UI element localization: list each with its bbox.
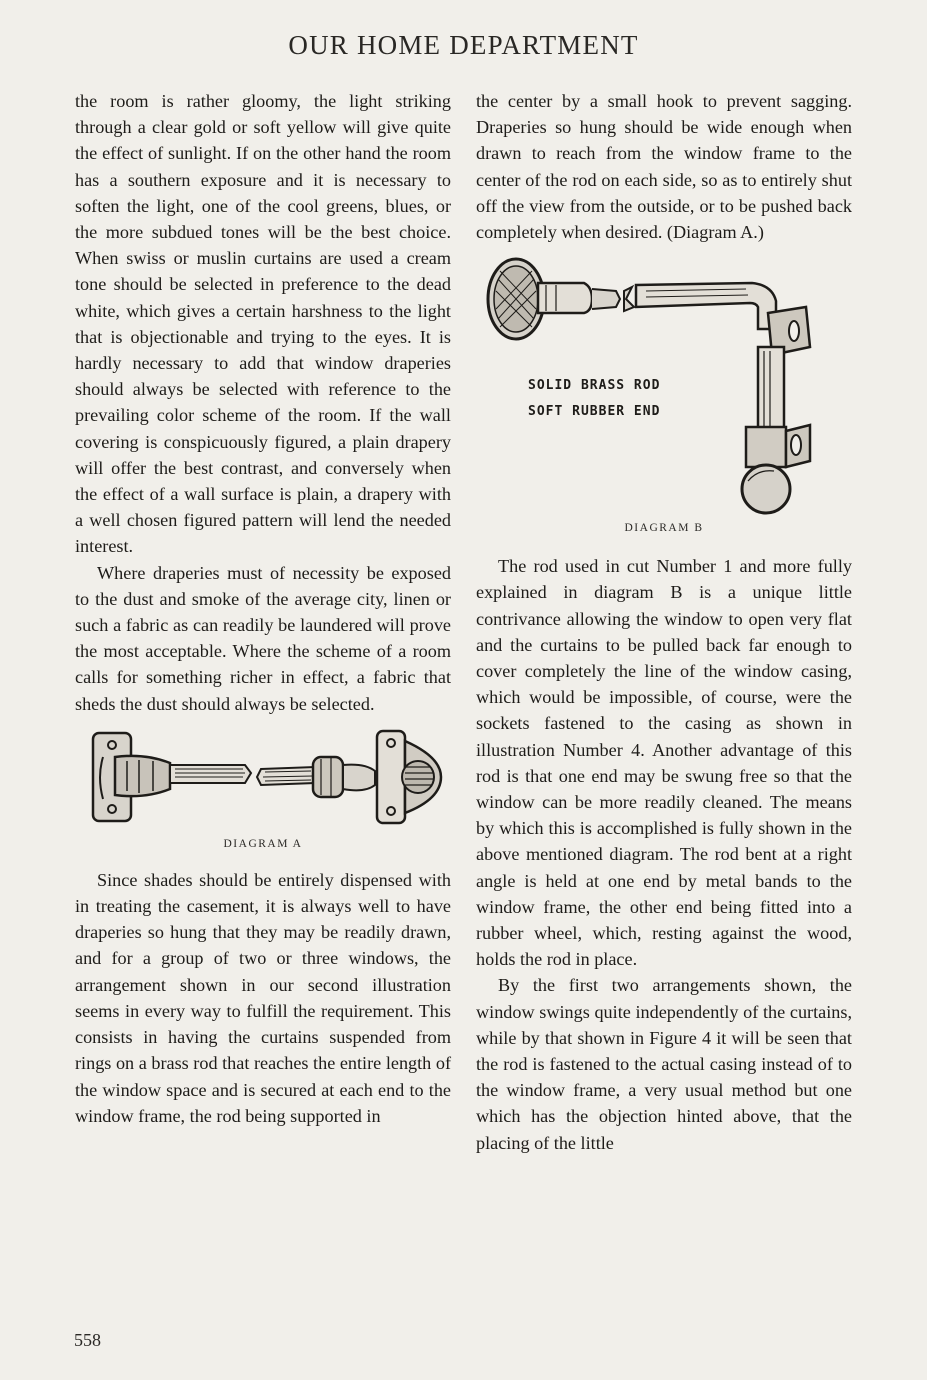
diagram-b-label: SOLID BRASS ROD	[528, 378, 661, 394]
diagram-b-caption: DIAGRAM B	[624, 522, 704, 535]
diagram-b	[476, 255, 852, 535]
diagram-a-illustration	[75, 727, 451, 837]
body-paragraph: the center by a small hook to prevent sagging. Draperies so hung should be wide enough when drawn to reach from the window frame to the center of the rod on each side, so as to entirely shut off the view from the outside, or to be pushed back completely when desired. (Diagram A.)	[476, 91, 852, 243]
right-column	[476, 88, 852, 1156]
body-paragraph: The rod used in cut Number 1 and more fully explained in diagram B is a unique little contrivance allowing the window to open very flat and the curtains to be pulled back far enough to cover completely the line of the window casing, which would be impossible, of course, were the sockets fastened to the casing as shown in illustration Number 4. Another advantage of this rod is that one end may be swung free so that the window can be more readily cleaned. The means by which this is accomplished is fully shown in the above mentioned diagram. The rod bent at a right angle is held at one end by metal bands to the window frame, the other end being fitted into a rubber wheel, which, resting against the wood, holds the rod in place.	[476, 556, 852, 970]
body-paragraph: Since shades should be entirely dispensed with in treating the casement, it is always well to have draperies so hung that they may be readily drawn, and for a group of two or three windows, the arrangement shown in our second illustration seems in every way to fulfill the requirement. This consists in having the curtains suspended from rings on a brass rod that reaches the entire length of the window space and is secured at each end to the window frame, the rod being supported in	[75, 869, 451, 1126]
page-title: OUR HOME DEPARTMENT	[288, 30, 639, 60]
diagram-a	[75, 727, 451, 837]
left-column	[75, 88, 451, 1129]
body-paragraph: By the first two arrangements shown, the window swings quite independently of the curtains, while by that shown in Figure 4 it will be seen that the rod is fastened to the actual casing instead of to the window frame, a very usual method but one which has the objection hinted above, that the placing of the little	[476, 975, 852, 1153]
diagram-b-label: SOFT RUBBER END	[528, 404, 661, 420]
diagram-a-caption: DIAGRAM A	[223, 837, 303, 850]
body-paragraph: the room is rather gloomy, the light striking through a clear gold or soft yellow will give quite the effect of sunlight. If on the other hand the room has a southern exposure and it is necessary to soften the light, one of the cool greens, blues, or the more subdued tones will be the best choice. When swiss or muslin curtains are used a cream tone should be selected in preference to the dead white, which gives a certain harshness to the light that is objectionable and trying to the eyes. It is hardly necessary to add that window draperies should always be selected with reference to the prevailing color scheme of the room. If the wall covering is conspicuously figured, a plain drapery will offer the best contrast, and conversely when the effect of a wall surface is plain, a drapery with a well chosen figured pattern will lend the needed interest.	[75, 91, 451, 557]
page-number: 558	[74, 1330, 101, 1350]
body-paragraph: Where draperies must of necessity be exposed to the dust and smoke of the average city, linen or such a fabric as can readily be laundered will prove the most acceptable. Where the scheme of a room calls for something richer in effect, a fabric that sheds the dust should always be selected.	[75, 562, 451, 714]
